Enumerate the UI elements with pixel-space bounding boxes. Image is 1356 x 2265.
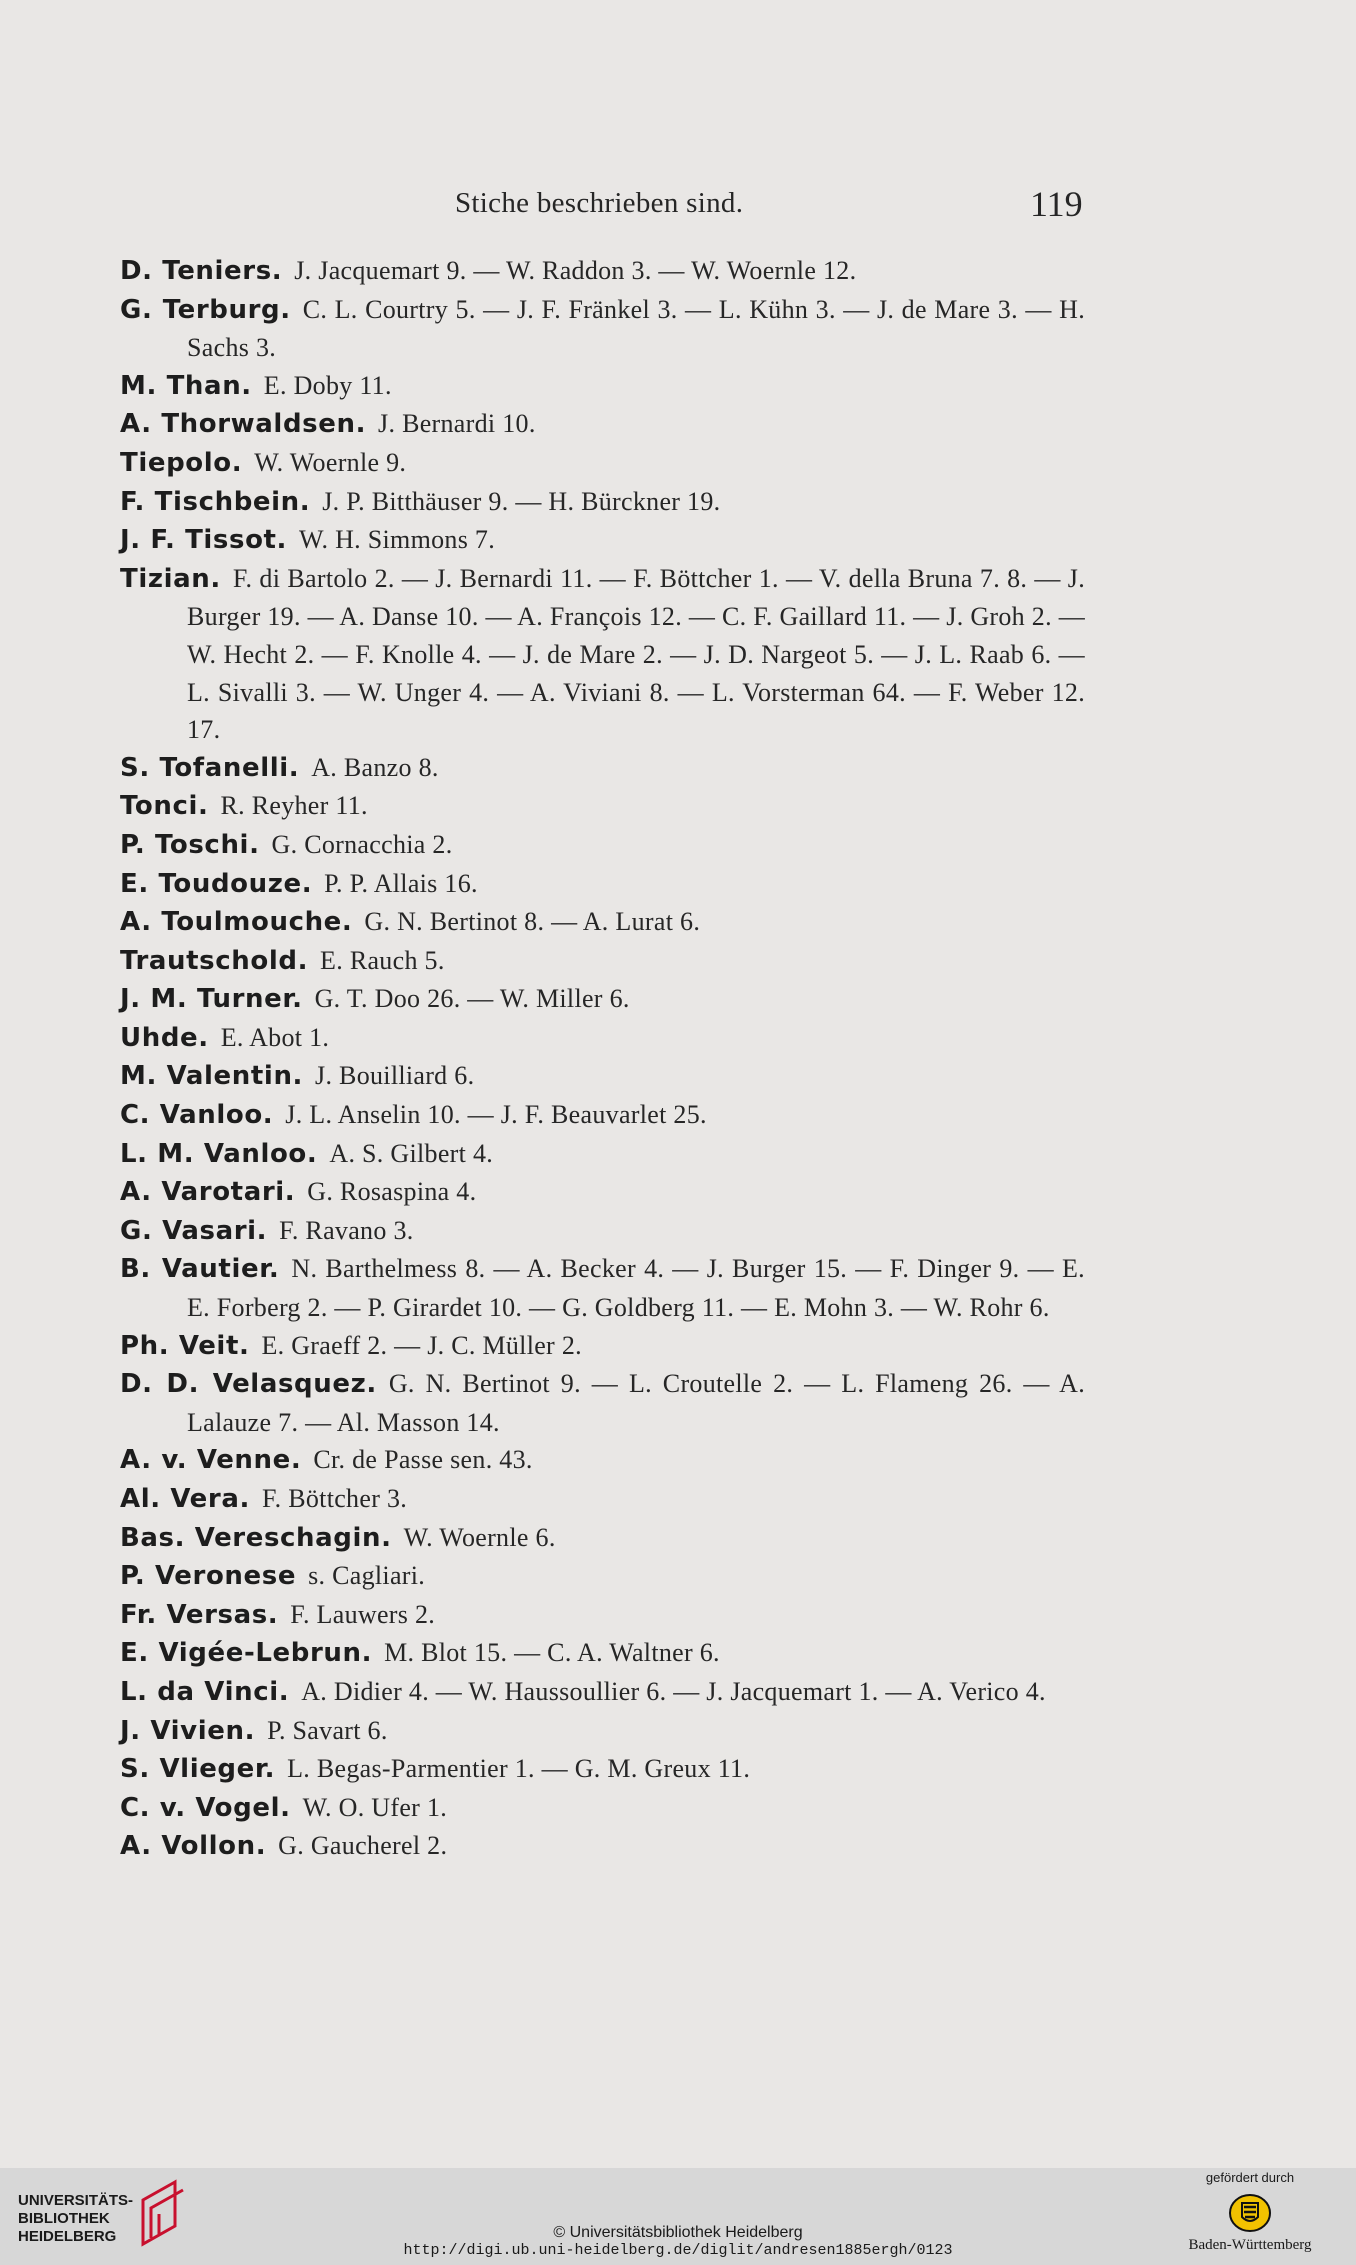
index-entry [120,980,1085,1019]
artist-name: B. Vautier. [120,1254,280,1285]
index-entry [120,749,1085,788]
engraver-list: A. Banzo 8. [311,752,439,782]
engraver-list: L. Begas-Parmentier 1. — G. M. Greux 11. [287,1754,751,1784]
library-name-line1: UNIVERSITÄTS- [18,2192,134,2209]
engraver-list: N. Barthelmess 8. — A. Becker 4. — J. Burger 15. — F. Dinger 9. — E. E. Forberg 2. — P. Girardet 10. — G. Goldberg 11. — E. Mohn 3. — W. Rohr 6. [187,1254,1085,1323]
engraver-list: W. H. Simmons 7. [299,525,496,555]
engraver-list: R. Reyher 11. [220,791,368,821]
index-entry [120,1365,1085,1441]
artist-name: M. Than. [120,370,252,401]
artist-name: J. Vivien. [120,1715,256,1746]
engraver-list: J. P. Bitthäuser 9. — H. Bürckner 19. [322,486,721,516]
artist-name: Al. Vera. [120,1484,250,1514]
index-entry [120,367,1085,406]
engraver-list: C. L. Courtry 5. — J. F. Fränkel 3. — L. Kühn 3. — J. de Mare 3. — H. Sachs 3. [187,294,1086,363]
index-entry [120,560,1085,749]
index-entry [120,1712,1085,1751]
index-entry [120,1327,1085,1366]
index-entry [120,252,1085,291]
artist-name: J. F. Tissot. [120,525,288,556]
engraver-list: G. Rosaspina 4. [307,1177,477,1207]
artist-name: C. Vanloo. [120,1100,274,1131]
engraver-list: W. Woernle 6. [403,1522,556,1552]
artist-name: C. v. Vogel. [120,1792,291,1823]
index-entry [120,865,1085,904]
engraver-list: E. Graeff 2. — J. C. Müller 2. [261,1330,582,1360]
engraver-list: s. Cagliari. [308,1561,426,1591]
artist-name: G. Terburg. [120,294,291,325]
artist-name: Tonci. [120,791,209,822]
index-entry [120,1173,1085,1212]
artist-name: Trautschold. [120,945,309,976]
page-number: 119 [1030,184,1083,224]
engraver-list: F. di Bartolo 2. — J. Bernardi 11. — F. Böttcher 1. — V. della Bruna 7. 8. — J. Burger 19. — A. Danse 10. — A. François 12. — C. F. Gaillard 11. — J. Groh 2. — W. Hecht 2. — F. Knolle 4. — J. de Mare 2. — J. D. Nargeot 5. — J. L. Raab 6. — L. Sivalli 3. — W. Unger 4. — A. Viviani 8. — L. Vorsterman 64. — F. Weber 12. 17. [187,563,1085,745]
engraver-list: F. Böttcher 3. [261,1484,408,1513]
artist-name: Bas. Vereschagin. [120,1522,392,1553]
engraver-list: J. L. Anselin 10. — J. F. Beauvarlet 25. [285,1100,707,1130]
index-entry [120,1135,1085,1174]
engraver-list: F. Ravano 3. [279,1215,414,1245]
copyright-text: © Universitätsbibliothek Heidelberg [553,2224,803,2241]
page-header [0,184,1356,227]
index-entry [120,787,1085,826]
engraver-list: G. T. Doo 26. — W. Miller 6. [314,984,630,1014]
artist-name: P. Veronese [120,1561,297,1592]
running-title: Stiche beschrieben sind. [455,187,744,219]
engraver-list: P. P. Allais 16. [324,868,478,898]
index-entry [120,291,1085,367]
engraver-list: F. Lauwers 2. [290,1599,436,1629]
index-entry [120,1441,1085,1480]
index-entry [120,1250,1085,1326]
artist-name: M. Valentin. [120,1061,304,1092]
index-entry [120,1480,1085,1519]
artist-name: Fr. Versas. [120,1599,279,1630]
artist-name: E. Vigée-Lebrun. [120,1638,373,1669]
artist-name: Uhde. [120,1022,209,1053]
index-entry [120,1519,1085,1558]
artist-name: E. Toudouze. [120,868,313,899]
permalink-url[interactable]: http://digi.ub.uni-heidelberg.de/diglit/andresen1885ergh/0123 [403,2242,953,2259]
sponsor-label: gefördert durch [1205,2170,1295,2185]
artist-name: P. Toschi. [120,829,260,860]
engraver-list: G. Cornacchia 2. [271,829,453,859]
index-entry [120,1789,1085,1828]
index-entry [120,1212,1085,1251]
footer-bar [0,2168,1356,2265]
engraver-list: G. N. Bertinot 8. — A. Lurat 6. [364,907,701,937]
index-entry [120,1750,1085,1789]
engraver-list: E. Doby 11. [263,370,392,400]
library-name-line2: BIBLIOTHEK [18,2210,110,2227]
index-entry [120,1096,1085,1135]
artist-name: D. Teniers. [120,256,283,286]
engraver-list: Cr. de Passe sen. 43. [313,1445,533,1475]
artist-name: S. Tofanelli. [120,752,300,783]
artist-name: L. M. Vanloo. [120,1138,318,1169]
artist-name: A. Toulmouche. [120,907,353,938]
sponsor-block [1175,2170,1325,2254]
engraver-list: P. Savart 6. [267,1715,388,1745]
artist-name: A. Vollon. [120,1831,267,1862]
engraver-list: G. Gaucherel 2. [278,1831,448,1861]
artist-name: Tizian. [120,563,221,594]
artist-index-list [120,252,1085,1866]
engraver-list: W. Woernle 9. [254,447,407,477]
library-name-line3: HEIDELBERG [18,2228,117,2245]
index-entry [120,942,1085,981]
artist-name: S. Vlieger. [120,1754,276,1785]
index-entry [120,1596,1085,1635]
engraver-list: J. Bouilliard 6. [315,1061,475,1091]
engraver-list: A. Didier 4. — W. Haussoullier 6. — J. Jacquemart 1. — A. Verico 4. [301,1676,1046,1706]
coat-of-arms-icon [1228,2191,1272,2235]
index-entry [120,1019,1085,1058]
artist-name: Tiepolo. [120,447,243,478]
engraver-list: J. Jacquemart 9. — W. Raddon 3. — W. Woernle 12. [294,256,857,285]
artist-name: A. Varotari. [120,1177,296,1208]
index-entry [120,1057,1085,1096]
index-entry [120,1557,1085,1596]
artist-name: A. Thorwaldsen. [120,409,367,440]
sponsor-name: Baden-Württemberg [1188,2237,1312,2253]
engraver-list: J. Bernardi 10. [378,409,536,439]
engraver-list: E. Abot 1. [220,1022,330,1052]
index-entry [120,1634,1085,1673]
index-entry [120,405,1085,444]
engraver-list: G. N. Bertinot 9. — L. Croutelle 2. — L. Flameng 26. — A. Lalauze 7. — Al. Masson 14. [187,1369,1085,1437]
index-entry [120,521,1085,560]
index-entry [120,444,1085,483]
index-entry [120,1827,1085,1866]
artist-name: G. Vasari. [120,1215,268,1246]
engraver-list: E. Rauch 5. [320,945,445,975]
index-entry [120,1673,1085,1712]
artist-name: F. Tischbein. [120,486,311,517]
artist-name: J. M. Turner. [120,984,303,1015]
artist-name: L. da Vinci. [120,1676,290,1707]
engraver-list: M. Blot 15. — C. A. Waltner 6. [384,1638,720,1668]
index-entry [120,826,1085,865]
index-entry [120,483,1085,522]
copyright-block [0,2224,1356,2260]
engraver-list: W. O. Ufer 1. [302,1792,448,1822]
engraver-list: A. S. Gilbert 4. [329,1138,494,1168]
artist-name: Ph. Veit. [120,1330,250,1361]
artist-name: A. v. Venne. [120,1445,302,1476]
index-entry [120,903,1085,942]
artist-name: D. D. Velasquez. [120,1369,377,1400]
